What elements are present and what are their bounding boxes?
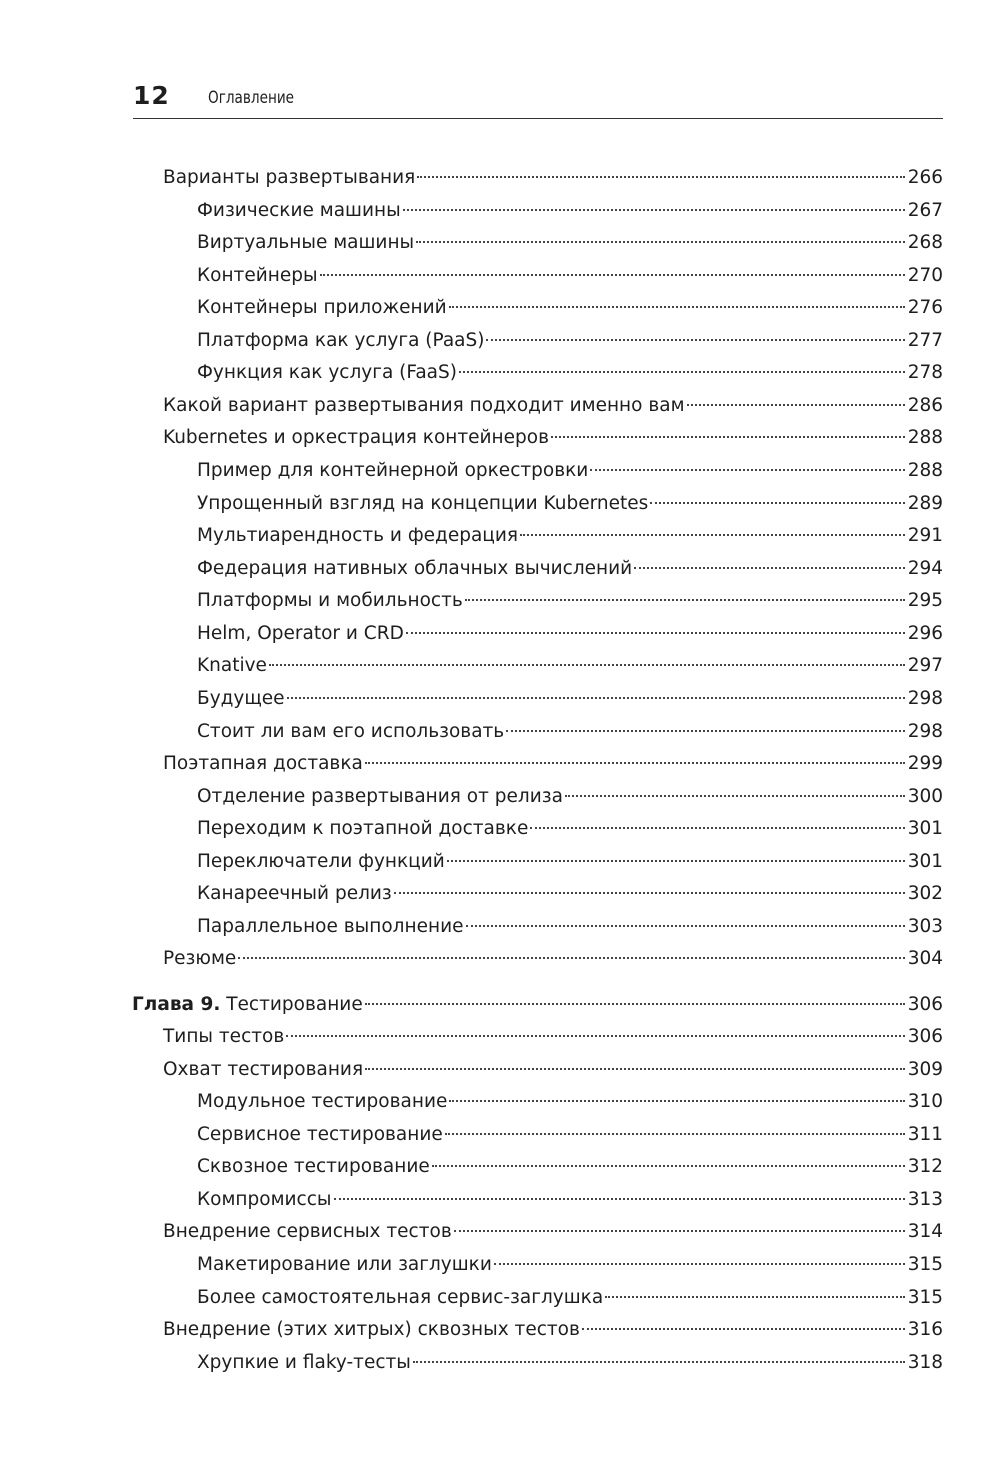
toc-entry-title (197, 1153, 430, 1181)
toc-entry-text: Функция как услуга (FaaS) (197, 362, 457, 383)
toc-dot-leader (459, 371, 905, 373)
toc-entry (197, 457, 943, 485)
toc-dot-leader (582, 1328, 905, 1330)
toc-page-number: 278 (907, 362, 943, 383)
toc-entry (163, 392, 943, 420)
toc-entry-text: Варианты развертывания (163, 167, 416, 188)
toc-entry-text: Более самостоятельная сервис-заглушка (197, 1287, 604, 1308)
toc-entry-text: Стоит ли вам его использовать (197, 721, 505, 742)
toc-entry (163, 1023, 943, 1051)
toc-entry-text: Виртуальные машины (197, 232, 415, 253)
toc-page-number: 300 (907, 786, 943, 807)
toc-entry-text: Тестирование (226, 994, 363, 1015)
toc-entry (163, 945, 943, 973)
toc-dot-leader (365, 1003, 905, 1005)
toc-entry-title (197, 555, 632, 583)
toc-dot-leader (551, 436, 905, 438)
toc-page-number: 301 (907, 818, 943, 839)
toc-page-number: 312 (907, 1156, 943, 1177)
toc-dot-leader (605, 1296, 905, 1298)
toc-entry-text: Пример для контейнерной оркестровки (197, 460, 589, 481)
toc-entry-text: Параллельное выполнение (197, 916, 464, 937)
toc-page-number: 314 (907, 1221, 943, 1242)
toc-dot-leader (413, 1361, 905, 1363)
toc-entry-title (197, 815, 528, 843)
toc-dot-leader (449, 306, 905, 308)
toc-dot-leader (466, 925, 905, 927)
toc-entry-title (197, 1251, 492, 1279)
toc-entry (197, 913, 943, 941)
toc-page-number: 294 (907, 558, 943, 579)
toc-entry-title (163, 164, 415, 192)
toc-dot-leader (447, 860, 905, 862)
toc-entry-title (197, 620, 404, 648)
toc-dot-leader (465, 599, 905, 601)
toc-page-number: 270 (907, 265, 943, 286)
toc-entry-title (197, 1121, 443, 1149)
toc-entry-text: Knative (197, 655, 267, 676)
toc-page-number: 315 (907, 1254, 943, 1275)
toc-entry-title (197, 848, 445, 876)
toc-page-number: 299 (907, 753, 943, 774)
toc-dot-leader (530, 827, 904, 829)
toc-dot-leader (417, 176, 904, 178)
toc-dot-leader (403, 209, 905, 211)
toc-dot-leader (506, 730, 904, 732)
toc-chapter-label: Глава 9. (132, 994, 221, 1015)
toc-page-number: 286 (907, 395, 943, 416)
toc-entry-title (163, 1316, 580, 1344)
toc-entry (197, 1251, 943, 1279)
toc-page-number: 302 (907, 883, 943, 904)
toc-entry-text: Переключатели функций (197, 851, 445, 872)
toc-dot-leader (238, 957, 904, 959)
toc-entry-text: Модульное тестирование (197, 1091, 448, 1112)
toc-page-number: 304 (907, 948, 943, 969)
toc-entry (163, 750, 943, 778)
toc-entry-text: Сквозное тестирование (197, 1156, 430, 1177)
toc-entry (197, 327, 943, 355)
toc-page-number: 318 (907, 1352, 943, 1373)
toc-entry-text: Макетирование или заглушки (197, 1254, 492, 1275)
toc-page-number: 297 (907, 655, 943, 676)
toc-entry-title (197, 1284, 603, 1312)
toc-entry-text: Поэтапная доставка (163, 753, 363, 774)
toc-entry (197, 490, 943, 518)
toc-dot-leader (334, 1198, 905, 1200)
toc-entry-title (197, 1186, 332, 1214)
toc-page-number: 306 (907, 1026, 943, 1047)
toc-entry-text: Kubernetes и оркестрация контейнеров (163, 427, 549, 448)
toc-entry-title (197, 229, 414, 257)
toc-entry-text: Охват тестирования (163, 1059, 364, 1080)
toc-page-number: 298 (907, 721, 943, 742)
toc-entry-title (163, 1056, 363, 1084)
toc-entry-title (197, 652, 267, 680)
toc-entry (197, 815, 943, 843)
toc-entry (197, 848, 943, 876)
toc-entry-title (197, 1088, 447, 1116)
toc-entry-title (163, 392, 685, 420)
toc-entry-title (132, 991, 363, 1019)
toc-dot-leader (394, 892, 905, 894)
toc-entry-text: Helm, Operator и CRD (197, 623, 404, 644)
toc-entry (197, 718, 943, 746)
toc-entry-text: Канареечный релиз (197, 883, 392, 904)
toc-page-number: 316 (907, 1319, 943, 1340)
toc-dot-leader (486, 339, 904, 341)
toc-page-number: 277 (907, 330, 943, 351)
toc-entry-text: Какой вариант развертывания подходит именно вам (163, 395, 685, 416)
toc-entry-text: Контейнеры (197, 265, 318, 286)
toc-entry (197, 522, 943, 550)
toc-dot-leader (320, 274, 905, 276)
toc-page-number: 288 (907, 427, 943, 448)
toc-entry (197, 652, 943, 680)
running-title: Оглавление (208, 88, 295, 108)
toc-page-number: 296 (907, 623, 943, 644)
toc-entry-text: Компромиссы (197, 1189, 332, 1210)
toc-entry (197, 783, 943, 811)
toc-entry-text: Физические машины (197, 200, 401, 221)
toc-page-number: 295 (907, 590, 943, 611)
toc-page-number: 267 (907, 200, 943, 221)
toc-page-number: 301 (907, 851, 943, 872)
toc-dot-leader (494, 1263, 905, 1265)
toc-entry-text: Внедрение (этих хитрых) сквозных тестов (163, 1319, 580, 1340)
toc-entry-title (197, 262, 318, 290)
toc-page-number: 309 (907, 1059, 943, 1080)
toc-entry-text: Отделение развертывания от релиза (197, 786, 563, 807)
toc-dot-leader (432, 1165, 905, 1167)
toc-entry-title (197, 522, 518, 550)
toc-entry-title (197, 880, 392, 908)
toc-page-number: 298 (907, 688, 943, 709)
toc-dot-leader (520, 534, 905, 536)
toc-entry (197, 620, 943, 648)
toc-entry (197, 1284, 943, 1312)
toc-entry-title (197, 457, 588, 485)
toc-dot-leader (365, 1068, 905, 1070)
toc-page-number: 266 (907, 167, 943, 188)
toc-entry-text: Платформа как услуга (PaaS) (197, 330, 485, 351)
toc-page-number: 303 (907, 916, 943, 937)
toc-entry (163, 1218, 943, 1246)
toc-entry (197, 197, 943, 225)
toc-entry (197, 880, 943, 908)
toc-entry-title (197, 294, 447, 322)
toc-entry-title (197, 197, 401, 225)
toc-dot-leader (650, 502, 904, 504)
toc-entry-title (163, 1218, 452, 1246)
toc-page-number: 291 (907, 525, 943, 546)
toc-entry (197, 229, 943, 257)
toc-page-number: 310 (907, 1091, 943, 1112)
toc-entry (197, 1121, 943, 1149)
toc-entry-text: Внедрение сервисных тестов (163, 1221, 452, 1242)
toc-entry (197, 1088, 943, 1116)
toc-entry-text: Упрощенный взгляд на концепции Kubernetes (197, 493, 649, 514)
toc-entry-title (163, 945, 236, 973)
toc-entry-text: Мультиарендность и федерация (197, 525, 519, 546)
toc-entry (163, 424, 943, 452)
toc-dot-leader (454, 1230, 905, 1232)
toc-entry (197, 262, 943, 290)
toc-entry-text: Переходим к поэтапной доставке (197, 818, 529, 839)
toc-entry-text: Платформы и мобильность (197, 590, 463, 611)
toc-page-number: 311 (907, 1124, 943, 1145)
toc-entry-title (197, 685, 285, 713)
toc-dot-leader (634, 567, 905, 569)
toc-entry-title (197, 587, 463, 615)
toc-dot-leader (287, 697, 905, 699)
toc-dot-leader (449, 1100, 904, 1102)
toc-dot-leader (416, 241, 905, 243)
toc-dot-leader (590, 469, 904, 471)
toc-entry-title (197, 1349, 411, 1377)
toc-entry (197, 1349, 943, 1377)
toc-page-number: 289 (907, 493, 943, 514)
toc-entry (197, 685, 943, 713)
toc-entry (197, 587, 943, 615)
toc-entry (197, 294, 943, 322)
toc-chapter-entry (132, 991, 943, 1019)
toc-entry-title (197, 913, 464, 941)
toc-dot-leader (286, 1035, 904, 1037)
toc-entry-text: Федерация нативных облачных вычислений (197, 558, 633, 579)
toc-page-number: 288 (907, 460, 943, 481)
toc-entry-title (197, 327, 484, 355)
toc-entry (197, 555, 943, 583)
toc-dot-leader (269, 664, 905, 666)
toc-entry-title (163, 1023, 284, 1051)
toc-entry (197, 359, 943, 387)
toc-dot-leader (565, 795, 905, 797)
toc-entry-text: Резюме (163, 948, 237, 969)
toc-entry (163, 164, 943, 192)
toc-entry (197, 1186, 943, 1214)
toc-entry (163, 1056, 943, 1084)
toc-page-number: 268 (907, 232, 943, 253)
toc-entry-text: Хрупкие и flaky-тесты (197, 1352, 411, 1373)
toc-page-number: 313 (907, 1189, 943, 1210)
toc-entry-text: Типы тестов (163, 1026, 285, 1047)
toc-entry-text: Сервисное тестирование (197, 1124, 443, 1145)
toc-page-number: 276 (907, 297, 943, 318)
toc-entry-title (163, 424, 549, 452)
toc-dot-leader (445, 1133, 905, 1135)
toc-entry (197, 1153, 943, 1181)
toc-page-number: 306 (907, 994, 943, 1015)
toc-entry-title (197, 359, 457, 387)
toc-entry-text: Будущее (197, 688, 285, 709)
toc-dot-leader (687, 404, 905, 406)
toc-entry-title (197, 783, 563, 811)
toc-dot-leader (406, 632, 905, 634)
toc-entry-title (197, 490, 648, 518)
toc-dot-leader (365, 762, 905, 764)
page-number: 12 (133, 81, 170, 110)
toc-entry-text: Контейнеры приложений (197, 297, 447, 318)
toc-entry-title (197, 718, 504, 746)
toc-entry-title (163, 750, 363, 778)
toc-page-number: 315 (907, 1287, 943, 1308)
toc-entry (163, 1316, 943, 1344)
